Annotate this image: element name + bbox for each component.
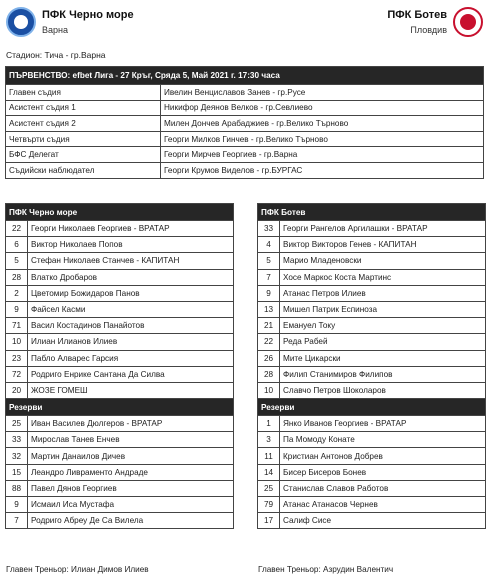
home-lineup-title: ПФК Черно море (6, 204, 234, 221)
sub-row (6, 416, 234, 432)
player-number: 33 (258, 221, 280, 237)
sub-row (6, 464, 234, 480)
player-name: Бисер Бисеров Бонев (280, 464, 486, 480)
player-row (6, 269, 234, 285)
sub-row (258, 448, 486, 464)
player-number: 88 (6, 480, 28, 496)
sub-row (6, 448, 234, 464)
player-name: Емануел Току (280, 318, 486, 334)
player-number: 5 (258, 253, 280, 269)
player-name: Марио Младеновски (280, 253, 486, 269)
player-number: 10 (258, 382, 280, 398)
sub-row (6, 432, 234, 448)
home-team-logo-icon (6, 7, 36, 37)
player-number: 2 (6, 285, 28, 301)
away-team-logo-icon (453, 7, 483, 37)
officials-table (5, 66, 484, 179)
player-name: Па Момоду Конате (280, 432, 486, 448)
player-name: Родриго Абреу Де Са Вилела (28, 513, 234, 529)
player-name: Хосе Маркос Коста Мартинс (280, 269, 486, 285)
player-number: 23 (6, 350, 28, 366)
sub-row (258, 432, 486, 448)
player-row (6, 221, 234, 237)
player-number: 10 (6, 334, 28, 350)
player-name: Стефан Николаев Станчев - КАПИТАН (28, 253, 234, 269)
player-row (258, 350, 486, 366)
home-subs-title: Резерви (6, 399, 234, 416)
official-role: Асистент съдия 2 (6, 116, 161, 132)
player-row (6, 237, 234, 253)
player-name: Мишел Патрик Еспиноза (280, 301, 486, 317)
player-name: Илиан Илианов Илиев (28, 334, 234, 350)
player-number: 22 (258, 334, 280, 350)
player-number: 13 (258, 301, 280, 317)
player-number: 1 (258, 416, 280, 432)
player-name: Павел Дянов Георгиев (28, 480, 234, 496)
player-row (258, 237, 486, 253)
official-role: Четвърти съдия (6, 131, 161, 147)
player-number: 21 (258, 318, 280, 334)
player-number: 28 (6, 269, 28, 285)
player-number: 9 (6, 301, 28, 317)
official-row (6, 85, 484, 101)
away-coach: Главен Треньор: Азрудин Валентич (258, 565, 394, 574)
player-number: 5 (6, 253, 28, 269)
home-team-name[interactable]: ПФК Черно море (42, 9, 134, 21)
player-number: 6 (6, 237, 28, 253)
player-name: Иван Василев Дюлгеров - ВРАТАР (28, 416, 234, 432)
sub-row (6, 480, 234, 496)
sub-row (258, 480, 486, 496)
official-role: Асистент съдия 1 (6, 100, 161, 116)
player-name: Георги Николаев Георгиев - ВРАТАР (28, 221, 234, 237)
player-name: Реда Рабей (280, 334, 486, 350)
player-name: Влатко Дробаров (28, 269, 234, 285)
player-name: Леандро Ливраменто Андраде (28, 464, 234, 480)
player-number: 15 (6, 464, 28, 480)
player-row (258, 253, 486, 269)
player-number: 32 (6, 448, 28, 464)
player-number: 7 (6, 513, 28, 529)
player-row (258, 269, 486, 285)
official-row (6, 100, 484, 116)
official-row (6, 116, 484, 132)
player-name: Цветомир Божидаров Панов (28, 285, 234, 301)
player-row (258, 334, 486, 350)
sub-row (258, 464, 486, 480)
player-name: Пабло Алварес Гарсия (28, 350, 234, 366)
sub-row (258, 513, 486, 529)
player-number: 4 (258, 237, 280, 253)
player-name: Файсел Касми (28, 301, 234, 317)
official-name: Георги Милков Гинчев - гр.Велико Търново (161, 131, 484, 147)
player-name: Виктор Викторов Генев - КАПИТАН (280, 237, 486, 253)
player-row (258, 221, 486, 237)
sub-row (258, 416, 486, 432)
player-number: 17 (258, 513, 280, 529)
player-name: Атанас Атанасов Чернев (280, 497, 486, 513)
away-subs-title: Резерви (258, 399, 486, 416)
player-number: 25 (6, 416, 28, 432)
player-row (258, 301, 486, 317)
player-row (6, 334, 234, 350)
player-row (6, 350, 234, 366)
home-team-city: Варна (42, 25, 68, 35)
official-role: Главен съдия (6, 85, 161, 101)
sub-row (258, 497, 486, 513)
player-name: Станислав Славов Работов (280, 480, 486, 496)
player-row (258, 366, 486, 382)
player-number: 14 (258, 464, 280, 480)
player-name: Васил Костадинов Панайотов (28, 318, 234, 334)
sub-row (6, 513, 234, 529)
player-row (258, 285, 486, 301)
player-number: 28 (258, 366, 280, 382)
away-team-name[interactable]: ПФК Ботев (387, 9, 447, 21)
player-number: 22 (6, 221, 28, 237)
official-name: Никифор Деянов Велков - гр.Севлиево (161, 100, 484, 116)
official-row (6, 147, 484, 163)
player-name: ЖОЗЕ ГОМЕШ (28, 382, 234, 398)
home-coach: Главен Треньор: Илиан Димов Илиев (6, 565, 149, 574)
player-name: Родриго Енрике Сантана Да Силва (28, 366, 234, 382)
player-name: Исмаил Иса Мустафа (28, 497, 234, 513)
match-header (0, 0, 489, 44)
stadium-label: Стадион: Тича - гр.Варна (6, 50, 106, 60)
player-name: Филип Станимиров Филипов (280, 366, 486, 382)
player-name: Мирослав Танев Енчев (28, 432, 234, 448)
away-team-city: Пловдив (410, 25, 447, 35)
player-number: 72 (6, 366, 28, 382)
player-name: Атанас Петров Илиев (280, 285, 486, 301)
official-name: Георги Крумов Виделов - гр.БУРГАС (161, 162, 484, 178)
player-name: Мите Цикарски (280, 350, 486, 366)
sub-row (6, 497, 234, 513)
player-number: 26 (258, 350, 280, 366)
player-name: Салиф Сисе (280, 513, 486, 529)
competition-title: ПЪРВЕНСТВО: efbet Лига - 27 Кръг, Сряда 5, Май 2021 г. 17:30 часа (6, 67, 484, 85)
official-name: Милен Дончев Арабаджиев - гр.Велико Търново (161, 116, 484, 132)
player-number: 9 (258, 285, 280, 301)
player-row (6, 301, 234, 317)
player-row (6, 366, 234, 382)
player-name: Янко Иванов Георгиев - ВРАТАР (280, 416, 486, 432)
official-row (6, 131, 484, 147)
player-row (6, 253, 234, 269)
player-number: 25 (258, 480, 280, 496)
player-number: 3 (258, 432, 280, 448)
player-row (258, 318, 486, 334)
player-number: 71 (6, 318, 28, 334)
official-role: БФС Делегат (6, 147, 161, 163)
player-row (258, 382, 486, 398)
player-name: Кристиан Антонов Добрев (280, 448, 486, 464)
official-row (6, 162, 484, 178)
player-number: 11 (258, 448, 280, 464)
player-name: Славчо Петров Шоколаров (280, 382, 486, 398)
player-number: 9 (6, 497, 28, 513)
player-number: 33 (6, 432, 28, 448)
player-row (6, 318, 234, 334)
player-number: 7 (258, 269, 280, 285)
player-row (6, 382, 234, 398)
player-name: Мартин Данаилов Дичев (28, 448, 234, 464)
player-row (6, 285, 234, 301)
player-number: 79 (258, 497, 280, 513)
player-number: 20 (6, 382, 28, 398)
home-lineup-table (5, 203, 234, 529)
player-name: Георги Рангелов Аргилашки - ВРАТАР (280, 221, 486, 237)
official-name: Георги Мирчев Георгиев - гр.Варна (161, 147, 484, 163)
away-lineup-table (257, 203, 486, 529)
player-name: Виктор Николаев Попов (28, 237, 234, 253)
away-lineup-title: ПФК Ботев (258, 204, 486, 221)
official-role: Съдийски наблюдател (6, 162, 161, 178)
official-name: Ивелин Венциславов Занев - гр.Русе (161, 85, 484, 101)
